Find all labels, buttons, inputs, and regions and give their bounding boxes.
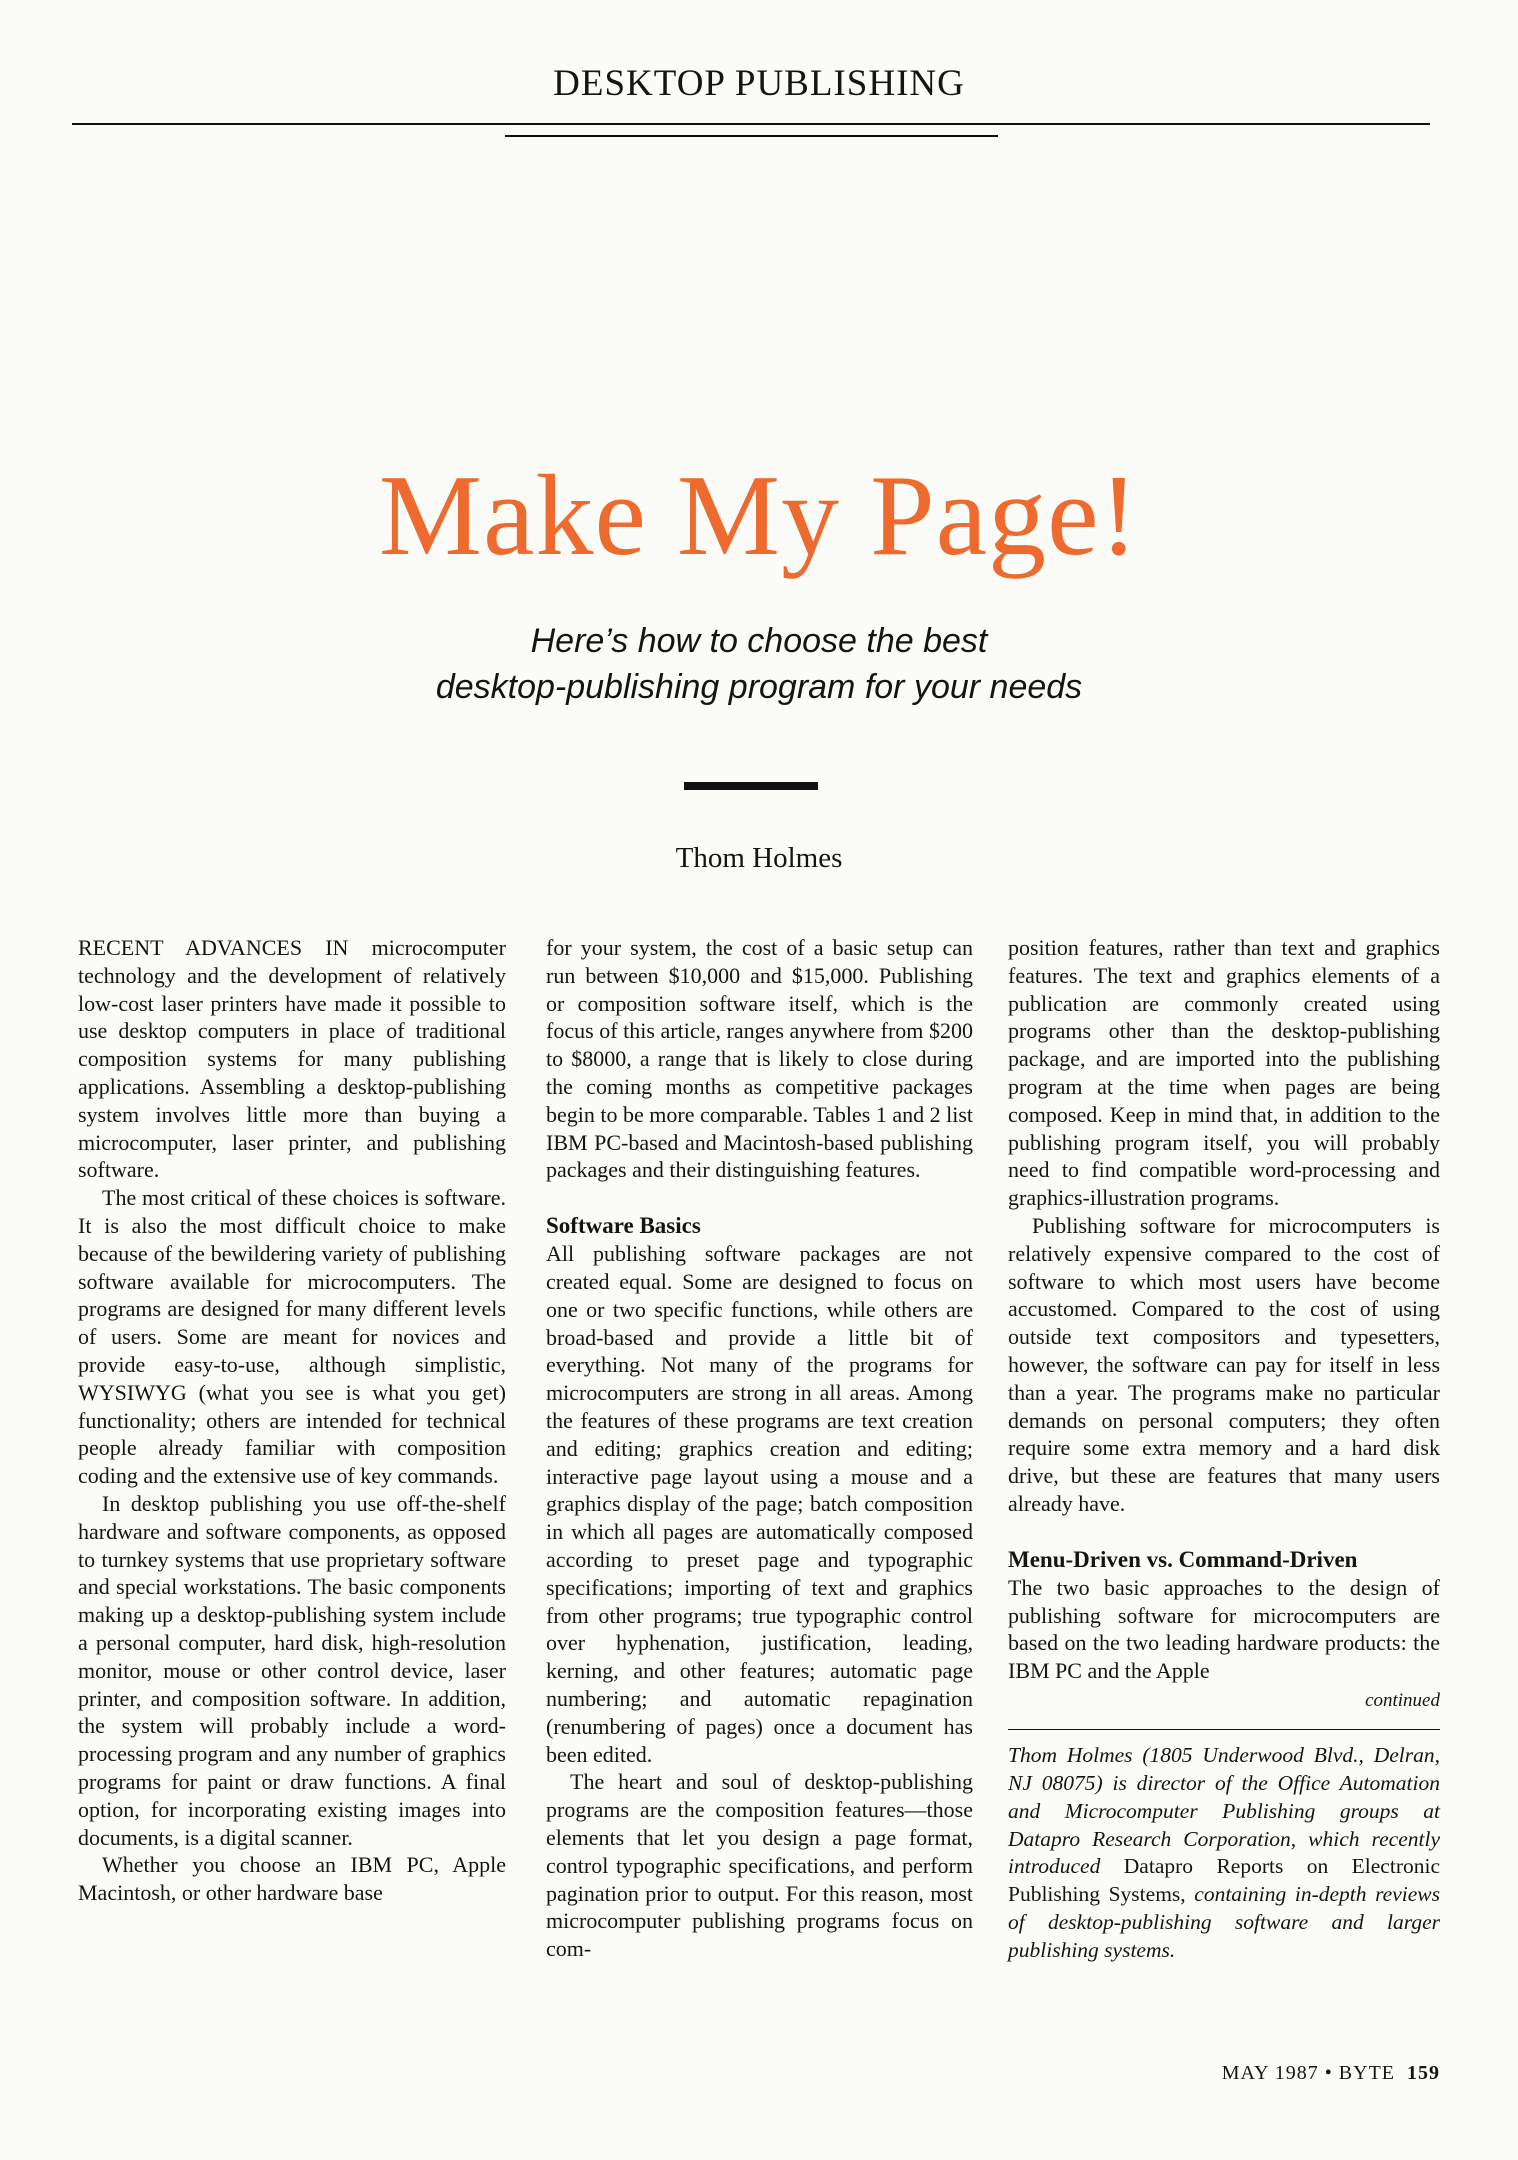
bio-publication: Datapro Reports on Electronic Publishing Systems, <box>1008 1854 1440 1907</box>
author-bio <box>1008 1742 1440 1964</box>
page-footer <box>1222 2062 1440 2085</box>
section-header: DESKTOP PUBLISHING <box>553 63 965 104</box>
section-heading: Software Basics <box>546 1213 701 1239</box>
header-rule <box>72 123 1430 125</box>
column-1 <box>78 934 506 1907</box>
section-heading: Menu-Driven vs. Command-Driven <box>1008 1546 1358 1572</box>
subtitle-line-2: desktop-publishing program for your needs <box>435 668 1083 706</box>
paragraph: All publishing software packages are not created equal. Some are designed to focus on one or two specific functions, while others are broad-based and provide a little bit of everything. Not many of the programs for microcomputers are strong in all areas. Among the features of these programs are text creation and editing; graphics creation and editing; interactive page layout using a mouse and a graphics display of the page; batch composition in which all pages are automatically composed according to preset page and typographic specifications; importing of text and graphics from other programs; true typographic control over hyphenation, justification, leading, kerning, and other features; automatic page numbering; and automatic repagination (renumbering of pages) once a document has been edited. <box>546 1241 973 1767</box>
paragraph: position features, rather than text and graphics features. The text and graphics elements of a publication are commonly created using programs other than the desktop-publishing package, and are imported into the publishing program at the time when pages are being composed. Keep in mind that, in addition to the publishing program itself, you will probably need to find compatible word-processing and graphics-illustration programs. <box>1008 935 1440 1211</box>
paragraph: Publishing software for microcomputers is relatively expensive compared to the cost of software to which most users have become accustomed. Compared to the cost of using outside text compositors and typesetters, however, the software can pay for itself in less than a year. The programs make no particular demands on personal computers; they often require some extra memory and a hard disk drive, but these are features that many users already have. <box>1008 1212 1440 1516</box>
paragraph: The heart and soul of desktop-publishing programs are the composition features—those elements that let you design a page format, control typographic specifications, and perform pagination prior to output. For this reason, most microcomputer publishing programs focus on com- <box>546 1769 973 1962</box>
footer-issue: MAY 1987 • BYTE <box>1221 2062 1395 2084</box>
paragraph: The two basic approaches to the design of publishing software for microcomputers are based on the two leading hardware products: the IBM PC and the Apple <box>1008 1574 1440 1684</box>
article-title: Make My Page! <box>378 452 1140 580</box>
bio-rule <box>1008 1729 1440 1731</box>
bio-text-end: containing in-depth reviews of desktop-publishing software and larger publishing systems. <box>1008 1882 1440 1962</box>
continued-label: continued <box>1365 1689 1440 1711</box>
page-number: 159 <box>1407 2062 1440 2084</box>
column-3 <box>1008 934 1440 1965</box>
title-divider <box>684 782 818 790</box>
paragraph: In desktop publishing you use off-the-shelf hardware and software components, as opposed to turnkey systems that use proprietary software and special workstations. The basic components making up a desktop-publishing system include a personal computer, hard disk, high-resolution monitor, mouse or other control device, laser printer, and composition software. In addition, the system will probably include a word-processing program and any number of graphics programs for paint or draw functions. A final option, for incorporating existing images into documents, is a digital scanner. <box>78 1490 506 1850</box>
paragraph: RECENT ADVANCES IN microcomputer technology and the development of relatively low-cost laser printers have made it possible to use desktop computers in place of traditional composition systems for many publishing applications. Assembling a desktop-publishing system involves little more than buying a microcomputer, laser printer, and publishing software. <box>78 935 506 1183</box>
subtitle-line-1: Here’s how to choose the best <box>530 622 988 660</box>
author-byline: Thom Holmes <box>675 842 843 874</box>
bio-text: Thom Holmes (1805 Underwood Blvd., Delran, NJ 08075) is director of the Office Automation and Microcomputer Publishing groups at Datapro Research Corporation, which recently introduced <box>1008 1743 1440 1879</box>
column-2 <box>546 934 973 1963</box>
paragraph: Whether you choose an IBM PC, Apple Macintosh, or other hardware base <box>78 1852 506 1906</box>
article-subtitle <box>0 618 1518 710</box>
paragraph: The most critical of these choices is software. It is also the most difficult choice to make because of the bewildering variety of publishing software available for microcomputers. The programs are designed for many different levels of users. Some are meant for novices and provide easy-to-use, although simplistic, WYSIWYG (what you see is what you get) functionality; others are intended for technical people already familiar with composition coding and the extensive use of key commands. <box>78 1185 506 1489</box>
paragraph: for your system, the cost of a basic setup can run between $10,000 and $15,000. Publishing or composition software itself, which is the focus of this article, ranges anywhere from $200 to $8000, a range that is likely to close during the coming months as competitive packages begin to be more comparable. Tables 1 and 2 list IBM PC-based and Macintosh-based publishing packages and their distinguishing features. <box>546 935 973 1183</box>
header-sub-rule <box>505 135 998 137</box>
